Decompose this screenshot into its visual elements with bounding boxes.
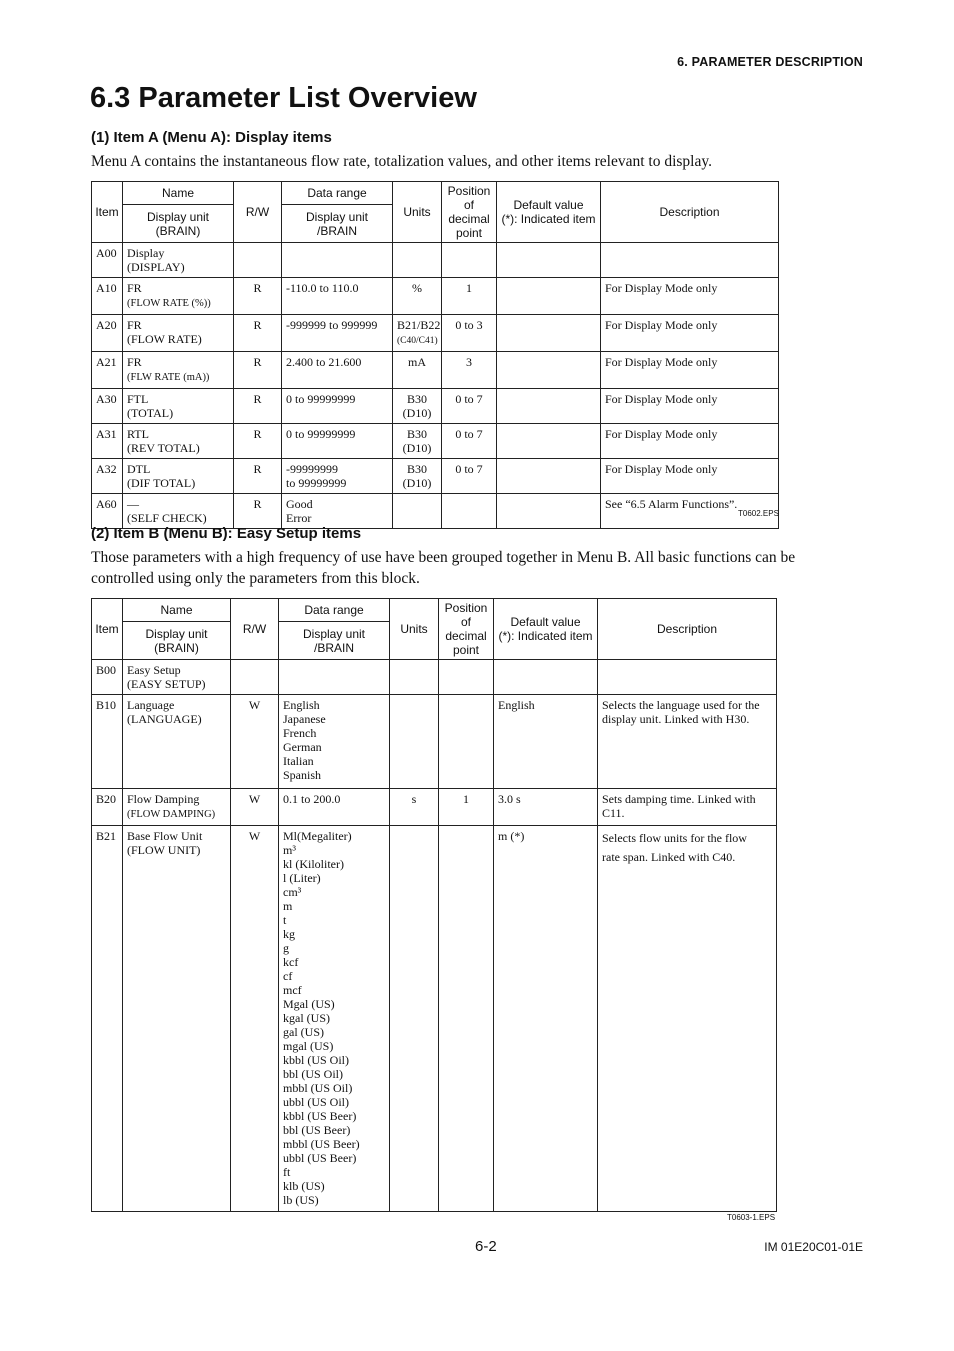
col-default-line1: Default value <box>510 615 581 629</box>
col-display-unit-line1: Display unit <box>145 626 208 641</box>
brain-line: (SELF CHECK) <box>127 511 207 525</box>
col-display-unit-brain <box>279 622 390 660</box>
cell-rw: W <box>231 826 279 1212</box>
range-option: Ml(Megaliter) <box>283 829 352 843</box>
cell-pos: 0 to 7 <box>442 424 497 459</box>
cell-rw: R <box>234 315 282 352</box>
table-row <box>92 660 777 695</box>
range-option: mbbl (US Beer) <box>283 1137 360 1151</box>
cell-range <box>279 826 390 1212</box>
cell-pos: 1 <box>439 789 494 826</box>
cell-pos <box>439 826 494 1212</box>
table-row <box>92 826 777 1212</box>
col-position-line2: of decimal <box>448 198 490 226</box>
cell-desc <box>598 660 777 695</box>
units-line: B30 <box>406 392 427 406</box>
table-row <box>92 315 779 352</box>
cell-name <box>123 660 231 695</box>
cell-name <box>123 389 234 424</box>
cell-rw: W <box>231 789 279 826</box>
page-number: 6-2 <box>475 1238 497 1255</box>
table-row <box>92 352 779 389</box>
cell-rw: R <box>234 352 282 389</box>
name-line: Display <box>127 246 165 260</box>
cell-rw <box>231 660 279 695</box>
table-row <box>92 424 779 459</box>
brain-line: (FLOW UNIT) <box>127 843 201 857</box>
range-option: French <box>283 726 317 740</box>
cell-units <box>393 243 442 278</box>
range-option: klb (US) <box>283 1179 325 1193</box>
units-line: B30 <box>406 427 427 441</box>
col-default-line1: Default value <box>513 198 584 212</box>
name-line: Easy Setup <box>127 663 181 677</box>
range-option: m³ <box>283 843 296 857</box>
name-line: FR <box>127 355 142 369</box>
cell-rw: R <box>234 424 282 459</box>
cell-desc: Sets damping time. Linked with C11. <box>598 789 777 826</box>
range-option: ubbl (US Beer) <box>283 1151 357 1165</box>
cell-desc: For Display Mode only <box>601 424 779 459</box>
cell-default <box>497 315 601 352</box>
cell-name <box>123 826 231 1212</box>
table-a-label: T0602.EPS <box>738 509 779 518</box>
cell-default <box>494 660 598 695</box>
table-row <box>92 459 779 494</box>
cell-range <box>279 695 390 789</box>
cell-item: A30 <box>92 389 123 424</box>
table-row <box>92 278 779 315</box>
range-option: mcf <box>283 983 302 997</box>
units-line2: (D10) <box>402 476 432 490</box>
table-row <box>92 243 779 278</box>
cell-units <box>393 389 442 424</box>
cell-pos: 0 to 7 <box>442 459 497 494</box>
range-option: bbl (US Oil) <box>283 1067 343 1081</box>
cell-pos <box>442 494 497 529</box>
range-option: Spanish <box>283 768 322 782</box>
table-row <box>92 389 779 424</box>
col-default <box>494 599 598 660</box>
cell-name <box>123 459 234 494</box>
section-a-heading: (1) Item A (Menu A): Display items <box>91 129 332 146</box>
cell-units: % <box>393 278 442 315</box>
brain-line: (FLOW RATE) <box>127 332 202 346</box>
cell-range <box>282 459 393 494</box>
cell-item: A32 <box>92 459 123 494</box>
range-line: -99999999 <box>286 462 338 476</box>
name-line: FR <box>127 281 142 295</box>
brain-line: (TOTAL) <box>127 406 174 420</box>
cell-range <box>279 660 390 695</box>
cell-desc: For Display Mode only <box>601 352 779 389</box>
cell-pos <box>439 660 494 695</box>
col-position-line1: Position <box>447 184 491 198</box>
col-name: Name <box>123 182 234 205</box>
name-line: — <box>127 497 139 511</box>
chapter-header: 6. PARAMETER DESCRIPTION <box>677 55 863 69</box>
range-option: kbbl (US Oil) <box>283 1053 349 1067</box>
cell-rw: R <box>234 459 282 494</box>
range-option: cm³ <box>283 885 302 899</box>
cell-default <box>497 278 601 315</box>
cell-item: A21 <box>92 352 123 389</box>
range-option: bbl (US Beer) <box>283 1123 351 1137</box>
cell-default: m (*) <box>494 826 598 1212</box>
range-option: kcf <box>283 955 299 969</box>
range-line2: Error <box>286 511 312 525</box>
range-line: Good <box>286 497 313 511</box>
range-option: m <box>283 899 293 913</box>
col-rw: R/W <box>234 182 282 243</box>
desc-line: Selects flow units for the flow <box>602 831 747 845</box>
cell-default <box>497 494 601 529</box>
cell-units <box>390 826 439 1212</box>
name-line: DTL <box>127 462 151 476</box>
cell-range: 2.400 to 21.600 <box>282 352 393 389</box>
cell-rw: R <box>234 278 282 315</box>
col-position-line3: point <box>452 643 480 657</box>
cell-pos: 0 to 7 <box>442 389 497 424</box>
cell-pos: 3 <box>442 352 497 389</box>
name-line: FR <box>127 318 142 332</box>
section-a-intro: Menu A contains the instantaneous flow rate, totalization values, and other items relevant to display. <box>91 153 712 170</box>
table-b-label: T0603-1.EPS <box>727 1213 776 1222</box>
cell-units <box>393 459 442 494</box>
table-row <box>92 494 779 529</box>
range-option: l (Liter) <box>283 871 321 885</box>
range-option: lb (US) <box>283 1193 319 1207</box>
cell-pos: 1 <box>442 278 497 315</box>
cell-units: mA <box>393 352 442 389</box>
name-line: RTL <box>127 427 149 441</box>
brain-line: (FLOW DAMPING) <box>127 809 216 820</box>
col-position-line2: of decimal <box>445 615 487 643</box>
range-option: mgal (US) <box>283 1039 334 1053</box>
cell-units <box>393 494 442 529</box>
col-display-unit-brain <box>282 205 393 243</box>
cell-item: B20 <box>92 789 123 826</box>
cell-item: B10 <box>92 695 123 789</box>
col-range-unit-line1: Display unit <box>302 626 366 641</box>
section-b-intro: Those parameters with a high frequency of use have been grouped together in Menu B. All basic functions can be controlled using only the parameters from this block. <box>91 549 796 587</box>
document-id: IM 01E20C01-01E <box>764 1240 863 1254</box>
cell-desc: For Display Mode only <box>601 278 779 315</box>
col-data-range: Data range <box>282 182 393 205</box>
name-line: Language <box>127 698 175 712</box>
range-option: kg <box>283 927 295 941</box>
units-line: B21/B22 <box>397 318 441 332</box>
brain-line: (LANGUAGE) <box>127 712 202 726</box>
cell-range: 0 to 99999999 <box>282 389 393 424</box>
cell-rw <box>234 243 282 278</box>
col-name: Name <box>123 599 231 622</box>
col-range-unit-line2: /BRAIN <box>313 640 354 655</box>
range-option: German <box>283 740 322 754</box>
cell-default <box>497 459 601 494</box>
col-display-unit-line2: (BRAIN) <box>154 640 199 655</box>
range-option: Mgal (US) <box>283 997 335 1011</box>
col-item: Item <box>92 182 123 243</box>
cell-desc: For Display Mode only <box>601 459 779 494</box>
col-display-unit-line2: (BRAIN) <box>155 223 201 238</box>
cell-default <box>497 424 601 459</box>
cell-default <box>497 243 601 278</box>
col-position <box>439 599 494 660</box>
cell-pos <box>439 695 494 789</box>
col-range-unit-line2: /BRAIN <box>316 223 357 238</box>
cell-item: A31 <box>92 424 123 459</box>
col-default <box>497 182 601 243</box>
page-title: 6.3 Parameter List Overview <box>90 82 477 114</box>
cell-item: B00 <box>92 660 123 695</box>
units-line2: (D10) <box>402 441 432 455</box>
cell-rw: R <box>234 494 282 529</box>
range-option: English <box>283 698 320 712</box>
cell-rw: W <box>231 695 279 789</box>
col-units: Units <box>390 599 439 660</box>
cell-default <box>497 352 601 389</box>
col-item: Item <box>92 599 123 660</box>
cell-range: 0.1 to 200.0 <box>279 789 390 826</box>
cell-units <box>393 424 442 459</box>
col-rw: R/W <box>231 599 279 660</box>
desc-line2: rate span. Linked with C40. <box>602 850 736 864</box>
name-line: Base Flow Unit <box>127 829 203 843</box>
col-position-line1: Position <box>444 601 488 615</box>
col-description: Description <box>601 182 779 243</box>
cell-units: s <box>390 789 439 826</box>
brain-line: (FLW RATE (mA)) <box>127 372 210 383</box>
table-row <box>92 789 777 826</box>
cell-rw: R <box>234 389 282 424</box>
cell-desc: For Display Mode only <box>601 389 779 424</box>
cell-default: English <box>494 695 598 789</box>
col-default-line2: (*): Indicated item <box>498 629 593 643</box>
cell-default: 3.0 s <box>494 789 598 826</box>
cell-desc <box>598 826 777 1212</box>
name-line: FTL <box>127 392 149 406</box>
col-default-line2: (*): Indicated item <box>501 212 596 226</box>
cell-item: A60 <box>92 494 123 529</box>
brain-line: (DIF TOTAL) <box>127 476 196 490</box>
cell-name <box>123 243 234 278</box>
col-range-unit-line1: Display unit <box>305 209 369 224</box>
cell-name <box>123 494 234 529</box>
cell-pos: 0 to 3 <box>442 315 497 352</box>
name-line: Flow Damping <box>127 792 200 806</box>
cell-item: B21 <box>92 826 123 1212</box>
cell-item: A00 <box>92 243 123 278</box>
cell-desc: See “6.5 Alarm Functions”. <box>601 494 779 529</box>
range-option: kl (Kiloliter) <box>283 857 344 871</box>
col-display-unit <box>123 205 234 243</box>
brain-line: (REV TOTAL) <box>127 441 200 455</box>
brain-line: (FLOW RATE (%)) <box>127 298 211 309</box>
cell-range: -999999 to 999999 <box>282 315 393 352</box>
col-position-line3: point <box>455 226 483 240</box>
range-option: Italian <box>283 754 314 768</box>
range-option: g <box>283 941 289 955</box>
cell-name <box>123 424 234 459</box>
cell-desc <box>601 243 779 278</box>
table-row <box>92 695 777 789</box>
cell-range: 0 to 99999999 <box>282 424 393 459</box>
cell-name <box>123 315 234 352</box>
range-option: t <box>283 913 287 927</box>
menu-a-table <box>91 181 779 529</box>
col-description: Description <box>598 599 777 660</box>
units-line2: (C40/C41) <box>397 336 438 346</box>
col-display-unit-line1: Display unit <box>146 209 210 224</box>
cell-units <box>393 315 442 352</box>
cell-pos <box>442 243 497 278</box>
range-option: Japanese <box>283 712 326 726</box>
range-option: cf <box>283 969 293 983</box>
cell-name <box>123 352 234 389</box>
cell-default <box>497 389 601 424</box>
col-position <box>442 182 497 243</box>
cell-desc: For Display Mode only <box>601 315 779 352</box>
col-display-unit <box>123 622 231 660</box>
brain-line: (EASY SETUP) <box>127 677 206 691</box>
cell-units <box>390 660 439 695</box>
col-units: Units <box>393 182 442 243</box>
range-option: kbbl (US Beer) <box>283 1109 357 1123</box>
menu-b-table <box>91 598 777 1212</box>
section-b-heading: (2) Item B (Menu B): Easy Setup items <box>91 525 362 542</box>
cell-range <box>282 243 393 278</box>
units-line: B30 <box>406 462 427 476</box>
range-option: ft <box>283 1165 291 1179</box>
cell-name <box>123 278 234 315</box>
cell-name <box>123 789 231 826</box>
range-line2: to 99999999 <box>286 476 347 490</box>
cell-name <box>123 695 231 789</box>
range-option: ubbl (US Oil) <box>283 1095 349 1109</box>
range-option: kgal (US) <box>283 1011 330 1025</box>
cell-range <box>282 494 393 529</box>
cell-range: -110.0 to 110.0 <box>282 278 393 315</box>
col-data-range: Data range <box>279 599 390 622</box>
units-line2: (D10) <box>402 406 432 420</box>
cell-desc: Selects the language used for the display unit. Linked with H30. <box>598 695 777 789</box>
cell-item: A10 <box>92 278 123 315</box>
brain-line: (DISPLAY) <box>127 260 185 274</box>
cell-item: A20 <box>92 315 123 352</box>
cell-units <box>390 695 439 789</box>
range-option: mbbl (US Oil) <box>283 1081 353 1095</box>
range-option: gal (US) <box>283 1025 324 1039</box>
